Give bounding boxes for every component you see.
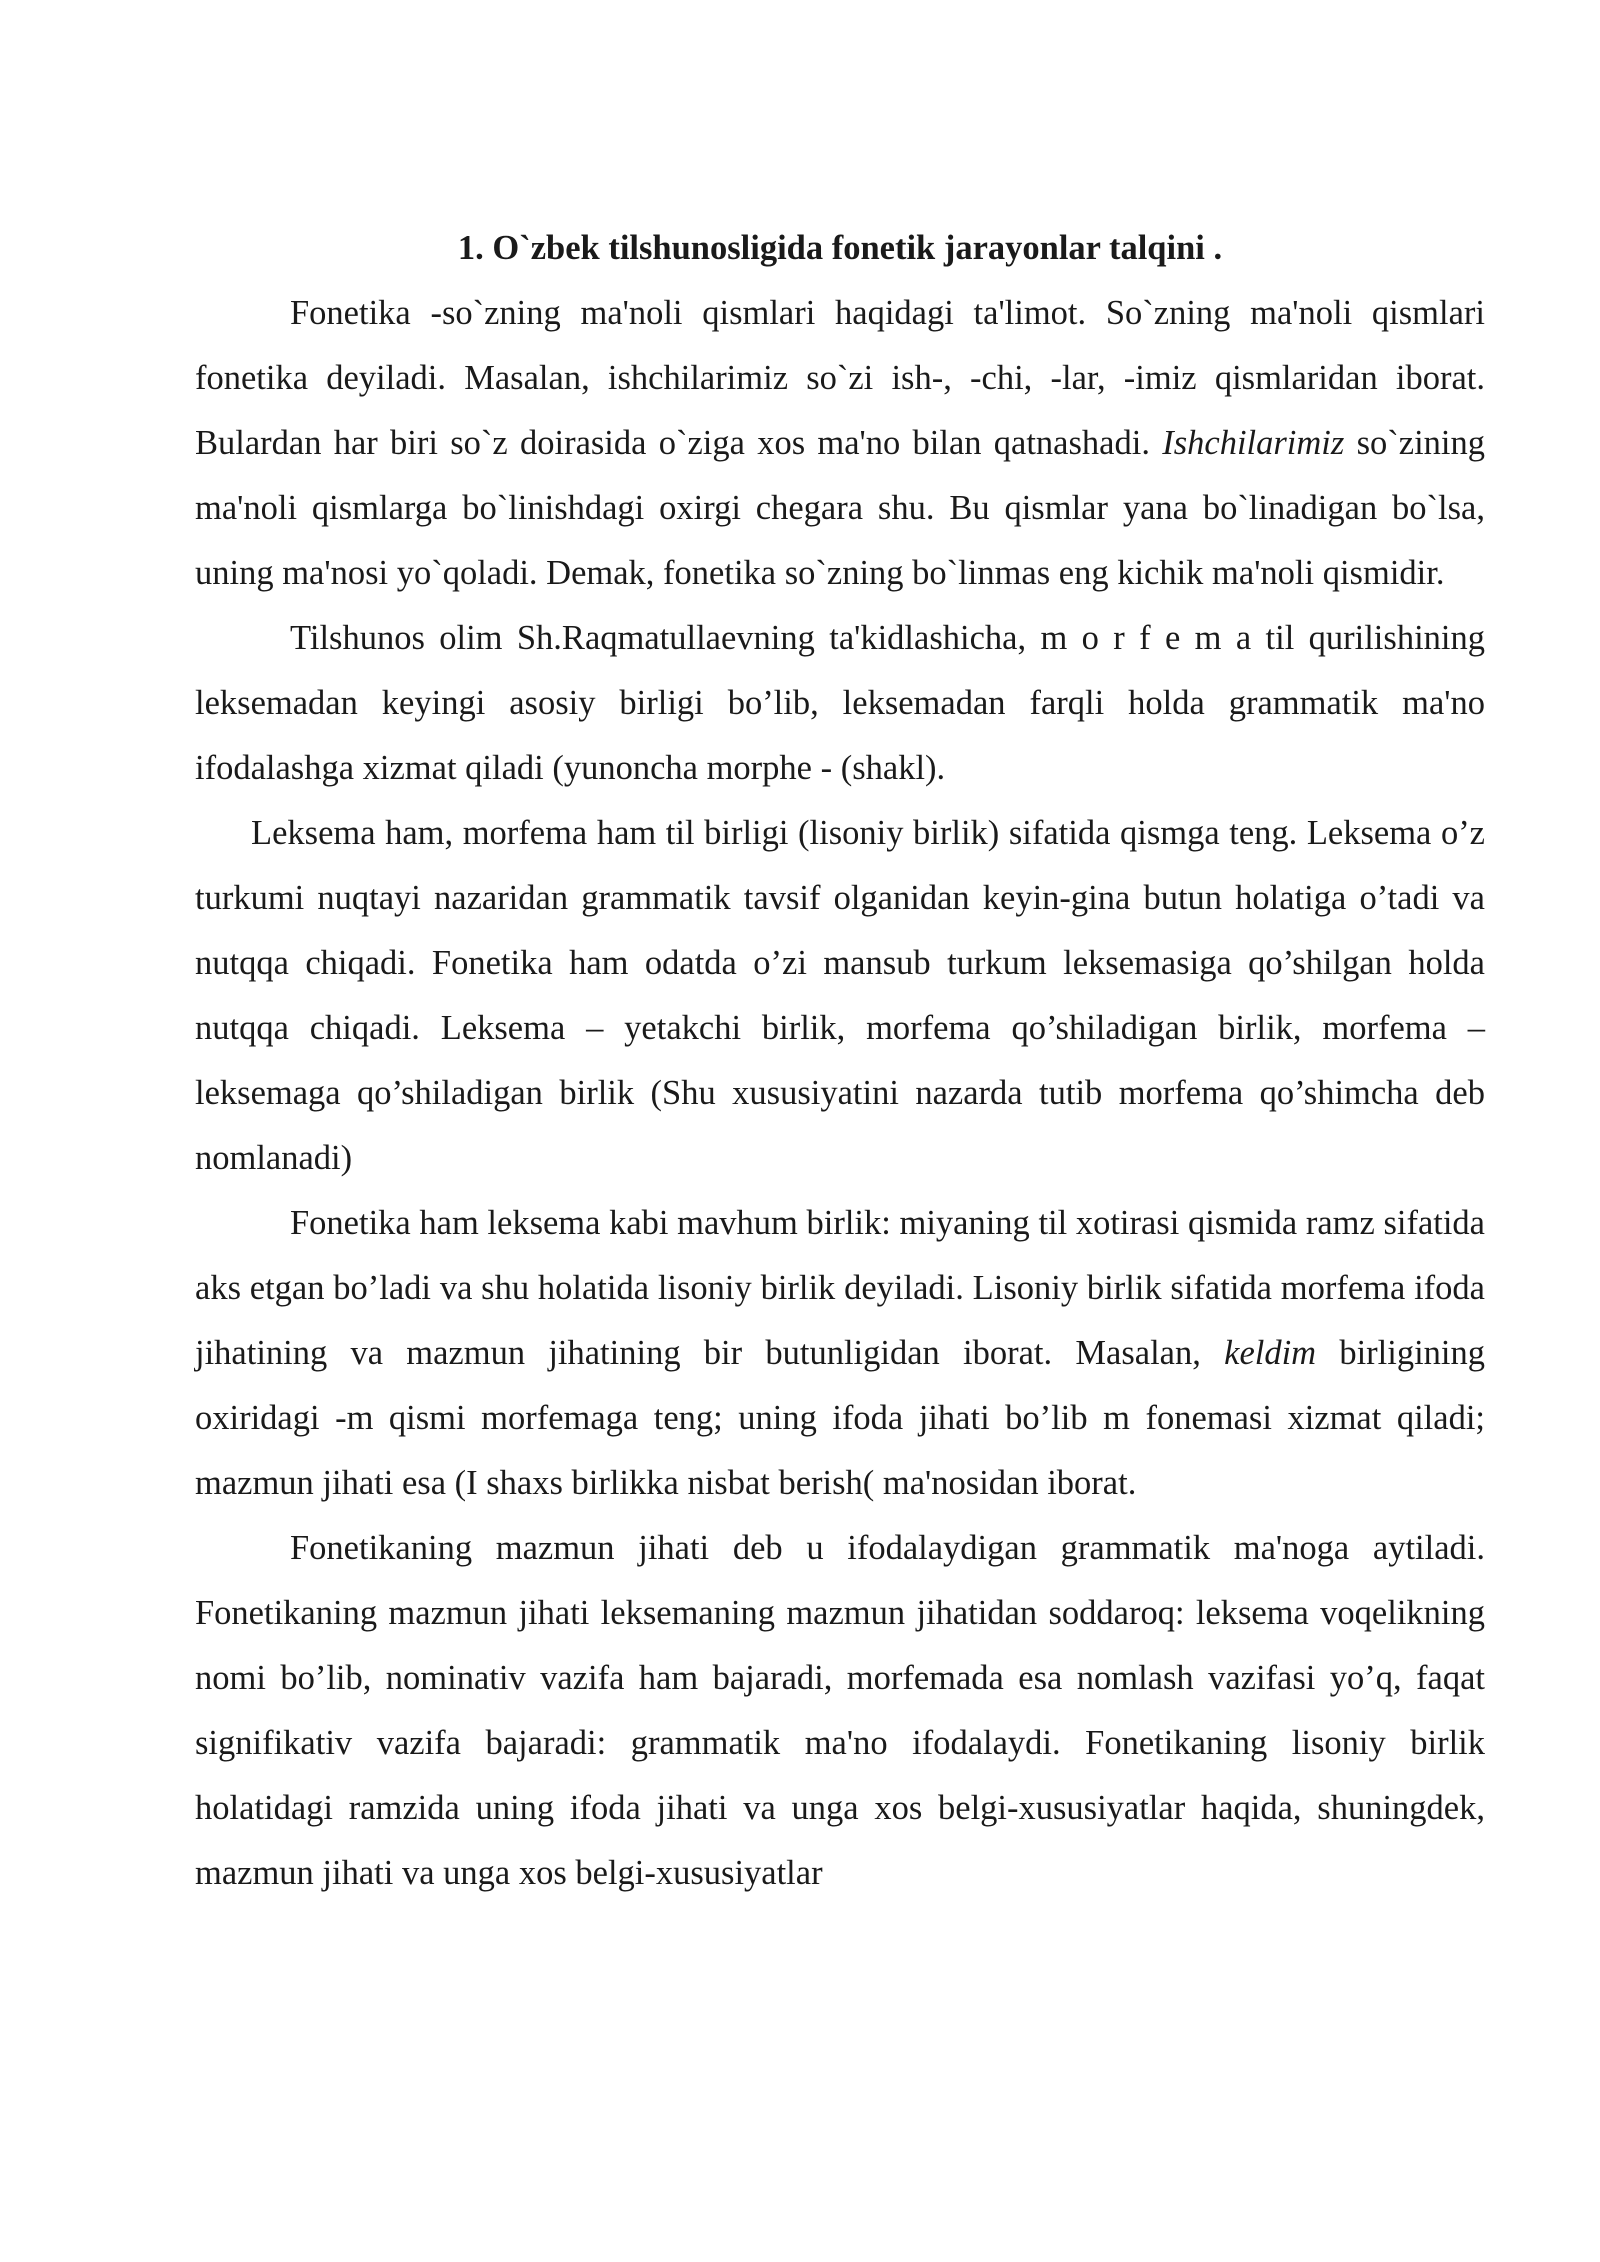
section-title: 1. O`zbek tilshunosligida fonetik jarayonlar talqini .	[457, 229, 1223, 267]
paragraph-4	[195, 1191, 1485, 1516]
paragraph-1-text-a: Fonetika -so`zning ma'noli qismlari haqidagi ta'limot. So`zning ma'noli qismlari fonetika deyiladi. Masalan, ishchilarimiz so`zi ish-, -chi, -lar, -imiz qismlaridan iborat. Bulardan har biri so`z doirasida o`ziga xos ma'no bilan qatnashadi.	[195, 294, 1485, 462]
paragraph-2: Tilshunos olim Sh.Raqmatullaevning ta'kidlashicha, m o r f e m a til qurilishining leksemadan keyingi asosiy birligi bo’lib, leksemadan farqli holda grammatik ma'no ifodalashga xizmat qiladi (yunoncha morphe - (shakl).	[195, 619, 1485, 787]
paragraph-1-text-b: so`zining ma'noli qismlarga bo`linishdagi oxirgi chegara shu. Bu qismlar yana bo`linadigan bo`lsa, uning ma'nosi yo`qoladi. Demak, fonetika so`zning bo`linmas eng kichik ma'noli qismidir.	[195, 424, 1486, 592]
paragraph-1-italic-word: Ishchilarimiz	[1162, 424, 1345, 462]
paragraph-4-text-a: Fonetika ham leksema kabi mavhum birlik: miyaning til xotirasi qismida ramz sifatida aks etgan bo’ladi va shu holatida lisoniy birlik deyiladi. Lisoniy birlik sifatida morfema ifoda jihatining va mazmun jihatining bir butunligidan iborat. Masalan,	[195, 1204, 1485, 1372]
paragraph-4-text-b: birligining oxiridagi -m qismi morfemaga teng; uning ifoda jihati bo’lib m fonemasi xizmat qiladi; mazmun jihati esa (I shaxs birlikka nisbat berish( ma'nosidan iborat.	[195, 1334, 1486, 1502]
paragraph-1	[195, 281, 1485, 606]
paragraph-4-italic-word: keldim	[1224, 1334, 1317, 1372]
document-body	[195, 216, 1485, 1906]
paragraph-5: Fonetikaning mazmun jihati deb u ifodalaydigan grammatik ma'noga aytiladi. Fonetikaning mazmun jihati leksemaning mazmun jihatidan soddaroq: leksema voqelikning nomi bo’lib, nominativ vazifa ham bajaradi, morfemada esa nomlash vazifasi yo’q, faqat signifikativ vazifa bajaradi: grammatik ma'no ifodalaydi. Fonetikaning lisoniy birlik holatidagi ramzida uning ifoda jihati va unga xos belgi-xususiyatlar haqida, shuningdek, mazmun jihati va unga xos belgi-xususiyatlar	[195, 1529, 1485, 1892]
paragraph-3: Leksema ham, morfema ham til birligi (lisoniy birlik) sifatida qismga teng. Leksema o’z turkumi nuqtayi nazaridan grammatik tavsif olganidan keyin-gina butun holatiga o’tadi va nutqqa chiqadi. Fonetika ham odatda o’zi mansub turkum leksemasiga qo’shilgan holda nutqqa chiqadi. Leksema – yetakchi birlik, morfema qo’shiladigan birlik, morfema – leksemaga qo’shiladigan birlik (Shu xususiyatini nazarda tutib morfema qo’shimcha deb nomlanadi)	[195, 814, 1485, 1177]
